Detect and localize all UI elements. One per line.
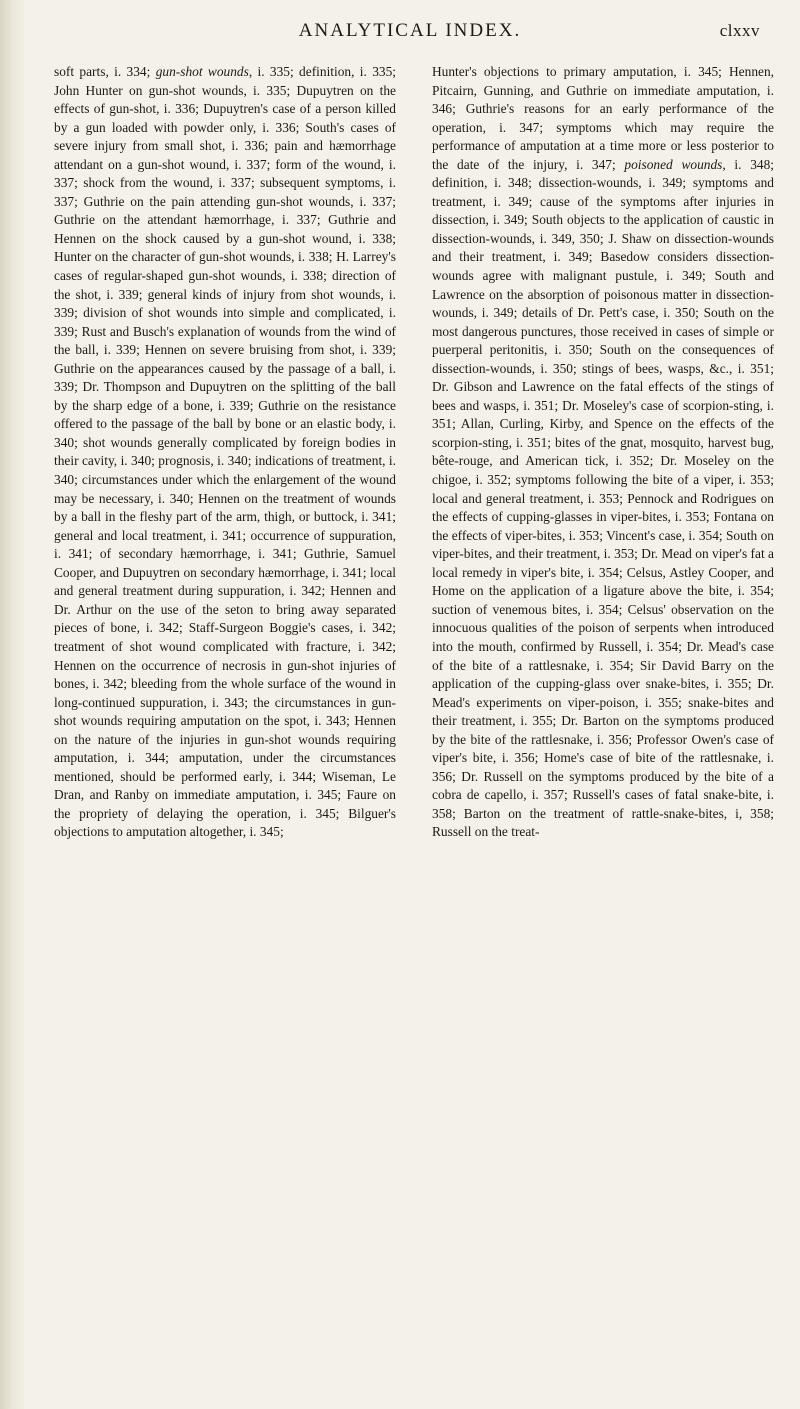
running-title: ANALYTICAL INDEX. bbox=[298, 20, 522, 41]
page-number: clxxv bbox=[719, 21, 760, 40]
page-header bbox=[60, 20, 760, 50]
binding-gutter-shadow bbox=[0, 0, 26, 1409]
left-column bbox=[54, 63, 396, 842]
entry-text-lead: Hunter's objections to primary amputation, i. 345; Hennen, Pitcairn, Gunning, and Guthrie on immediate amputation, i. 346; Guthrie's reasons for an early performance of the operation, i. 347; symptoms which may require the performance of amputation at a time more or less posterior to the date of the injury, i. 347; bbox=[432, 64, 774, 172]
entry-text-lead: soft parts, i. 334; bbox=[54, 64, 156, 79]
entry-text-body: , i. 348; definition, i. 348; dissection-wounds, i. 349; symptoms and treatment, i. 349; cause of the symptoms after injuries in dissection, i. 349; South objects to the application of caustic in dissection-wounds, i. 349, 350; J. Shaw on dissection-wounds and their treatment, i. 349; Basedow considers dissection-wounds agree with malignant pustule, i. 349; South and Lawrence on the absorption of poisonous matter in dissection-wounds, i. 349; details of Dr. Pett's case, i. 350; South on the most dangerous punctures, those received in cases of simple or puerperal peritonitis, i. 350; South on the consequences of dissection-wounds, i. 350; stings of bees, wasps, &c., i. 351; Dr. Gibson and Lawrence on the fatal effects of the stings of bees and wasps, i. 351; Dr. Moseley's case of scorpion-sting, i. 351; Allan, Curling, Kirby, and Spence on the effects of the scorpion-sting, i. 351; bites of the gnat, mosquito, harvest bug, bête-rouge, and American tick, i. 352; Dr. Moseley on the chigoe, i. 352; symptoms following the bite of a viper, i. 353; local and general treatment, i. 353; Pennock and Rodrigues on the effects of cupping-glasses in viper-bites, i. 353; Fontana on the effects of viper-bites, i. 353; Vincent's case, i. 354; South on viper-bites, and their treatment, i. 353; Dr. Mead on viper's fat a local remedy in viper's bite, i. 354; Celsus, Astley Cooper, and Home on the application of a ligature above the bite, i. 354; suction of venemous bites, i. 354; Celsus' observation on the innocuous qualities of the poison of serpents when introduced into the mouth, confirmed by Russell, i. 354; Dr. Mead's case of the bite of a rattlesnake, i. 354; Sir David Barry on the application of the cupping-glass over snake-bites, i. 355; Dr. Mead's experiments on viper-poison, i. 355; snake-bites and their treatment, i. 355; Dr. Barton on the symptoms produced by the bite of the rattlesnake, i. 356; Professor Owen's case of viper's bite, i. 356; Home's case of bite of the rattlesnake, i. 356; Dr. Russell on the symptoms produced by the bite of a cobra de capello, i. 357; Russell's cases of fatal snake-bite, i. 358; Barton on the treatment of rattle-snake-bites, i, 358; Russell on the treat- bbox=[432, 156, 775, 840]
entry-heading-italic: gun-shot wounds bbox=[155, 64, 249, 79]
right-column bbox=[432, 63, 774, 842]
index-entry-text bbox=[432, 63, 774, 842]
index-entry-text bbox=[54, 63, 396, 842]
entry-text-body: , i. 335; definition, i. 335; John Hunter on gun-shot wounds, i. 335; Dupuytren on the effects of gun-shot, i. 336; Dupuytren's case of a person killed by a gun loaded with powder only, i. 336; South's cases of severe injury from small shot, i. 336; pain and hæmorrhage attendant on a gun-shot wound, i. 337; form of the wound, i. 337; shock from the wound, i. 337; subsequent symptoms, i. 337; Guthrie on the pain attending gun-shot wounds, i. 337; Guthrie on the attendant hæmorrhage, i. 337; Guthrie and Hennen on the shock caused by a gun-shot wound, i. 338; Hunter on the character of gun-shot wounds, i. 338; H. Larrey's cases of regular-shaped gun-shot wounds, i. 338; direction of the shot, i. 339; general kinds of injury from shot wounds, i. 339; division of shot wounds into simple and complicated, i. 339; Rust and Busch's explanation of wounds from the wind of the ball, i. 339; Hennen on severe bruising from shot, i. 339; Guthrie on the appearances caused by the passage of a ball, i. 339; Dr. Thompson and Dupuytren on the splitting of the ball by the sharp edge of a bone, i. 339; Guthrie on the resistance offered to the passage of the ball by bone or an elastic body, i. 340; shot wounds generally complicated by foreign bodies in their cavity, i. 340; prognosis, i. 340; indications of treatment, i. 340; circumstances under which the enlargement of the wound may be necessary, i. 340; Hennen on the treatment of wounds by a ball in the fleshy part of the arm, thigh, or buttock, i. 341; general and local treatment, i. 341; occurrence of suppuration, i. 341; of secondary hæmorrhage, i. 341; Guthrie, Samuel Cooper, and Dupuytren on secondary hæmorrhage, i. 341; local and general treatment during suppuration, i. 342; Hennen and Dr. Arthur on the use of the seton to bring away separated pieces of bone, i. 342; Staff-Surgeon Boggie's cases, i. 342; treatment of shot wound complicated with fracture, i. 342; Hennen on the occurrence of necrosis in gun-shot injuries of bones, i. 342; bleeding from the whole surface of the wound in long-continued suppuration, i. 343; the circumstances in gun-shot wounds requiring amputation on the spot, i. 343; Hennen on the nature of the injuries in gun-shot wounds requiring amputation, i. 344; amputation, under the circumstances mentioned, should be performed early, i. 344; Wiseman, Le Dran, and Ranby on immediate amputation, i. 345; Faure on the propriety of delaying the operation, i. 345; Bilguer's objections to amputation altogether, i. 345; bbox=[54, 64, 397, 840]
index-columns bbox=[54, 63, 774, 1343]
entry-heading-italic: poisoned wounds bbox=[624, 156, 723, 172]
